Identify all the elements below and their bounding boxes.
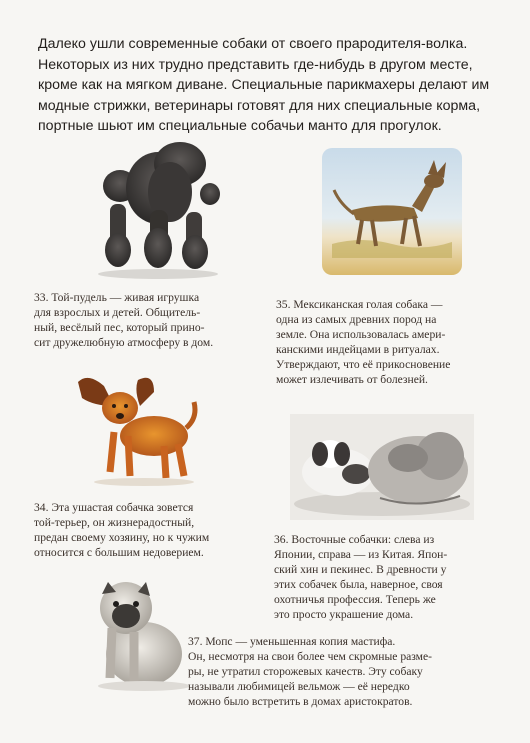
caption-33 — [34, 290, 264, 350]
intro-line: модные стрижки, ветеринары готовят для них специальные корма, — [38, 97, 481, 114]
caption-line: той-терьер, он жизнерадостный, — [34, 516, 195, 529]
caption-line: ный, весёлый пес, который прино- — [34, 321, 205, 334]
caption-line: Японии, справа — из Китая. Япон- — [274, 548, 448, 561]
caption-line: Он, несмотря на свои более чем скромные разме- — [188, 650, 433, 663]
caption-line: земле. Она использовалась амери- — [276, 328, 446, 341]
caption-line: 35. Мексиканская голая собака — — [276, 298, 443, 311]
caption-37 — [188, 634, 518, 709]
intro-line: портные шьют им специальные собачьи манто для прогулок. — [38, 118, 442, 134]
caption-line: 34. Эта ушастая собачка зовется — [34, 501, 194, 514]
toy-poodle-illustration — [88, 142, 228, 284]
intro-line: Некоторых из них трудно представить где-нибудь в другом месте, — [38, 56, 473, 73]
caption-line: для взрослых и детей. Общитель- — [34, 306, 201, 319]
caption-line: это просто украшение дома. — [274, 608, 414, 621]
toy-terrier-illustration — [74, 372, 200, 490]
caption-line: одна из самых древних пород на — [276, 313, 437, 326]
intro-paragraph — [38, 34, 500, 137]
caption-line: охотничья профессия. Теперь же — [274, 593, 436, 606]
caption-line: ры, не утратил сторожевых качеств. Эту собаку — [188, 665, 423, 678]
caption-line: можно было встретить в домах аристократов. — [188, 695, 413, 708]
caption-line: этих собачек была, наверное, своя — [274, 578, 443, 591]
intro-line: Далеко ушли современные собаки от своего прародителя-волка. — [38, 36, 468, 52]
chin-and-pekingese-illustration — [290, 414, 474, 520]
caption-line: 37. Мопс — уменьшенная копия мастифа. — [188, 635, 396, 648]
caption-line: называли любимицей вельмож — её нередко — [188, 680, 410, 693]
caption-line: 36. Восточные собачки: слева из — [274, 533, 435, 546]
caption-line: канскими индейцами в ритуалах. — [276, 343, 440, 356]
caption-line: ский хин и пекинес. В древности у — [274, 563, 447, 576]
caption-36 — [274, 532, 510, 622]
mexican-hairless-illustration — [322, 148, 462, 275]
caption-line: сит дружелюбную атмосферу в дом. — [34, 336, 214, 349]
caption-line: может излечивать от болезней. — [276, 373, 428, 386]
caption-34 — [34, 500, 264, 560]
caption-line: 33. Той-пудель — живая игрушка — [34, 291, 200, 304]
caption-line: предан своему хозяину, но к чужим — [34, 531, 210, 544]
caption-line: Утверждают, что её прикосновение — [276, 358, 451, 371]
pug-illustration — [88, 574, 192, 694]
caption-line: относится с большим недоверием. — [34, 546, 204, 559]
intro-line: кроме как на мягком диване. Специальные парикмахеры делают им — [38, 77, 490, 93]
caption-35 — [276, 297, 506, 387]
